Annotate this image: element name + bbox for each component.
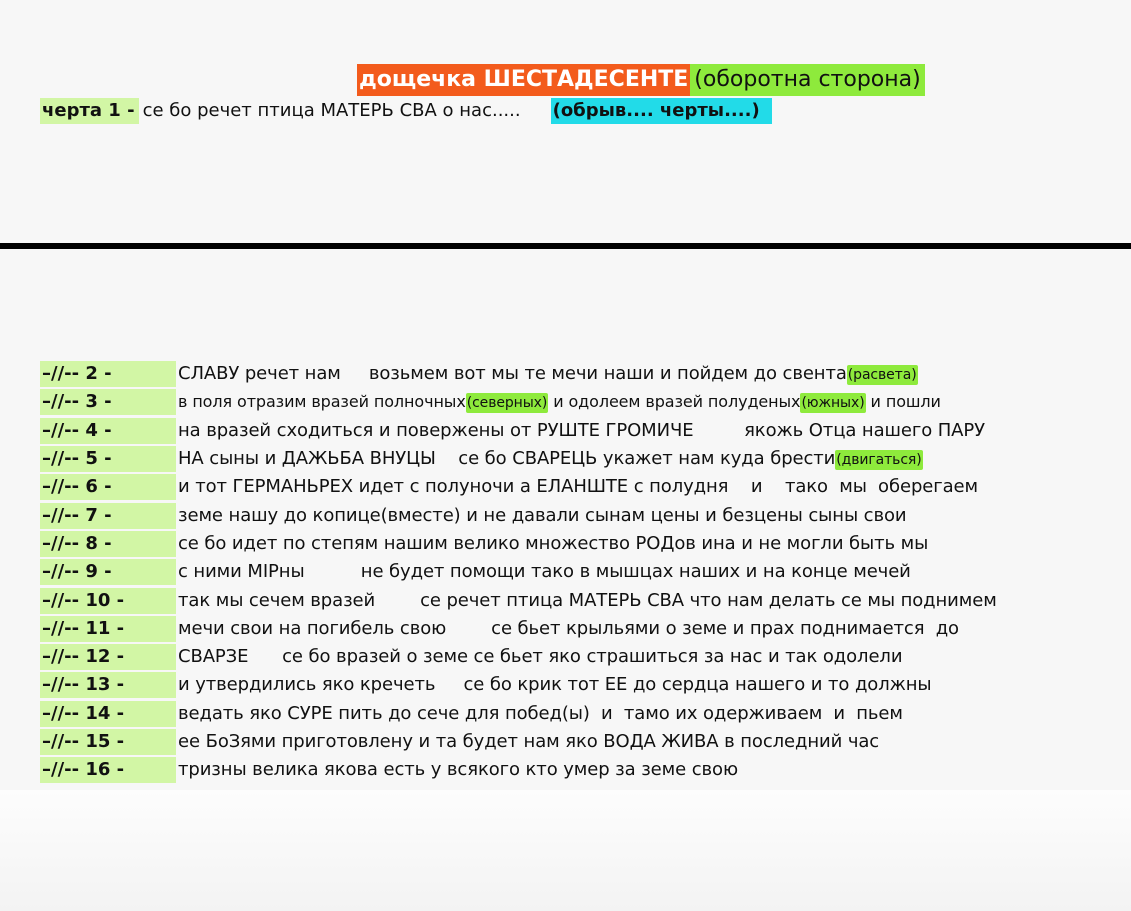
line-text-segment: земе нашу до копице(вместе) и не давали сынам цены и безцены сыны свои bbox=[178, 504, 907, 526]
line-number: –//-- 12 - bbox=[40, 644, 176, 670]
line-text-segment: ее БоЗями приготовлену и та будет нам яко ВОДА ЖИВА в последний час bbox=[178, 731, 880, 752]
line-text-segment: СЛАВУ речет нам возьмем вот мы те мечи наши и пойдем до свента bbox=[178, 362, 847, 384]
line-text bbox=[176, 757, 738, 783]
line-text bbox=[176, 701, 903, 727]
line-1-text: се бо речет птица МАТЕРЬ СВА о нас..... bbox=[142, 100, 521, 121]
line-number: –//-- 11 - bbox=[40, 616, 176, 642]
faded-bottom-area bbox=[0, 790, 1131, 911]
line-1-marker: черта 1 - bbox=[40, 98, 139, 124]
gloss-highlight: (южных) bbox=[801, 394, 865, 411]
text-lines bbox=[40, 360, 1131, 784]
line-text bbox=[176, 503, 907, 529]
line-text-segment: тризны велика якова есть у всякого кто умер за земе свою bbox=[178, 759, 738, 781]
text-line bbox=[40, 530, 1131, 558]
text-line bbox=[40, 417, 1131, 445]
text-line bbox=[40, 615, 1131, 643]
page-title bbox=[357, 64, 925, 96]
line-text bbox=[176, 559, 911, 585]
line-number: –//-- 7 - bbox=[40, 503, 176, 529]
text-line bbox=[40, 700, 1131, 728]
text-line bbox=[40, 473, 1131, 501]
line-text bbox=[176, 616, 959, 642]
title-side: (оборотна сторона) bbox=[690, 64, 924, 96]
line-text-segment: и утвердились яко кречеть се бо крик тот ЕЕ до сердца нашего и то должны bbox=[178, 674, 932, 696]
gloss-highlight: (расвета) bbox=[847, 366, 917, 383]
line-number: –//-- 8 - bbox=[40, 531, 176, 557]
text-line bbox=[40, 388, 1131, 416]
line-number: –//-- 4 - bbox=[40, 418, 176, 444]
line-number: –//-- 13 - bbox=[40, 672, 176, 698]
line-text-segment: се бо идет по степям нашим велико множество РОДов ина и не могли быть мы bbox=[178, 532, 929, 554]
title-main: дощечка ШЕСТАДЕСЕНТЕ bbox=[357, 64, 690, 96]
text-line bbox=[40, 643, 1131, 671]
line-number: –//-- 6 - bbox=[40, 474, 176, 500]
line-text bbox=[176, 418, 985, 444]
line-text bbox=[176, 531, 928, 557]
line-number: –//-- 5 - bbox=[40, 446, 176, 472]
line-text-segment: и тот ГЕРМАНЬРЕХ идет с полуночи а ЕЛАНШТЕ с полудня и тако мы оберегаем bbox=[178, 476, 978, 498]
line-number: –//-- 10 - bbox=[40, 588, 176, 614]
line-1 bbox=[40, 98, 772, 124]
line-text bbox=[176, 588, 997, 614]
text-line bbox=[40, 586, 1131, 614]
line-1-break-note: (обрыв.... черты....) bbox=[551, 98, 772, 124]
line-text-segment: так мы сечем вразей се речет птица МАТЕРЬ СВА что нам делать се мы поднимем bbox=[178, 589, 997, 611]
line-text-segment: мечи свои на погибель свою се бьет крыльями о земе и прах поднимается до bbox=[178, 617, 959, 639]
line-text-segment: с ними МIРны не будет помощи тако в мышцах наших и на конце мечей bbox=[178, 561, 911, 583]
line-text-segment: в поля отразим вразей полночных bbox=[178, 391, 466, 411]
line-text bbox=[176, 729, 879, 755]
line-text-segment: на вразей сходиться и повержены от РУШТЕ ГРОМИЧЕ якожь Отца нашего ПАРУ bbox=[178, 419, 986, 441]
line-text bbox=[176, 446, 923, 473]
line-text-segment: и пошли bbox=[865, 391, 941, 411]
line-text bbox=[176, 644, 902, 670]
text-line bbox=[40, 756, 1131, 784]
line-number: –//-- 16 - bbox=[40, 757, 176, 783]
line-text bbox=[176, 389, 941, 416]
line-text bbox=[176, 672, 932, 698]
line-text-segment: СВАРЗЕ се бо вразей о земе се бьет яко страшиться за нас и так одолели bbox=[178, 646, 903, 668]
text-line bbox=[40, 501, 1131, 529]
line-number: –//-- 15 - bbox=[40, 729, 176, 755]
text-line bbox=[40, 671, 1131, 699]
text-line bbox=[40, 445, 1131, 473]
line-text-segment: НА сыны и ДАЖЬБА ВНУЦЫ се бо СВАРЕЦЬ укажет нам куда брести bbox=[178, 447, 836, 469]
line-number: –//-- 2 - bbox=[40, 361, 176, 387]
text-line bbox=[40, 360, 1131, 388]
upper-section bbox=[0, 0, 1131, 243]
line-text-segment: и одолеем вразей полуденых bbox=[548, 391, 801, 411]
gloss-highlight: (двигаться) bbox=[836, 451, 922, 468]
line-number: –//-- 14 - bbox=[40, 701, 176, 727]
text-line bbox=[40, 558, 1131, 586]
gloss-highlight: (северных) bbox=[466, 394, 548, 411]
line-text bbox=[176, 361, 918, 388]
line-number: –//-- 3 - bbox=[40, 389, 176, 415]
line-number: –//-- 9 - bbox=[40, 559, 176, 585]
line-text-segment: ведать яко СУРЕ пить до сече для побед(ы) и тамо их одерживаем и пьем bbox=[178, 702, 903, 724]
text-line bbox=[40, 728, 1131, 756]
line-text bbox=[176, 474, 978, 500]
